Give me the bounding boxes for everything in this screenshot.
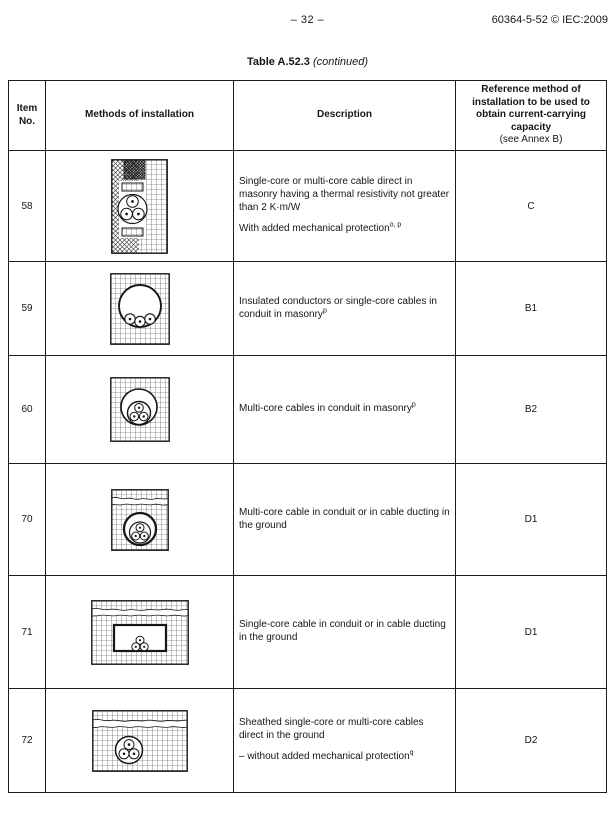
item-60-multicore-conduit-masonry-diagram <box>110 377 170 442</box>
col-header-item-no: Item No. <box>9 81 46 151</box>
description-text: Multi-core cables in conduit in masonry$^p$ <box>239 401 416 415</box>
reference-method-71: D1 <box>456 576 606 689</box>
reference-method-59: B1 <box>456 262 606 356</box>
col-header-description: Description <box>234 81 456 151</box>
col-header-annex-note: (see Annex B) <box>499 134 563 146</box>
item-58-masonry-cable-diagram <box>111 159 168 254</box>
description-cell-58 <box>234 151 456 262</box>
description-text: Sheathed single-core or multi-core cables direct in the ground <box>239 716 424 741</box>
description-text: Single-core or multi-core cable direct in masonry having a thermal resistivity not greater than 2 K·m/W <box>239 175 450 213</box>
item-number-72: 72 <box>9 689 46 792</box>
reference-method-70: D1 <box>456 464 606 576</box>
page-header <box>0 14 615 28</box>
method-cell-59 <box>46 262 234 356</box>
col-header-reference-text: Reference method of installation to be used to obtain current-carrying capacity <box>472 84 590 133</box>
col-header-reference <box>456 81 606 151</box>
reference-method-58: C <box>456 151 606 262</box>
method-cell-72 <box>46 689 234 792</box>
method-cell-71 <box>46 576 234 689</box>
item-71-duct-in-ground-diagram <box>91 600 189 665</box>
method-cell-60 <box>46 356 234 464</box>
description-cell-70 <box>234 464 456 576</box>
col-header-methods: Methods of installation <box>46 81 234 151</box>
description-text: Single-core cable in conduit or in cable ducting in the ground <box>239 619 446 643</box>
description-cell-60 <box>234 356 456 464</box>
item-72-cable-direct-in-ground-diagram <box>92 710 188 772</box>
description-cell-71 <box>234 576 456 689</box>
installation-methods-table <box>8 80 607 793</box>
description-cell-59 <box>234 262 456 356</box>
description-text: Insulated conductors or single-core cables in conduit in masonry$^p$ <box>239 295 437 320</box>
table-continued-label: (continued) <box>313 56 369 68</box>
description-text: Multi-core cable in conduit or in cable ducting in the ground <box>239 506 450 531</box>
description-note: With added mechanical protection$^{o, p}$ <box>239 221 402 235</box>
method-cell-70 <box>46 464 234 576</box>
item-59-conduit-in-masonry-diagram <box>110 273 170 345</box>
item-number-71: 71 <box>9 576 46 689</box>
document-reference: 60364-5-52 © IEC:2009 <box>491 14 608 26</box>
reference-method-72: D2 <box>524 735 538 746</box>
page-number: – 32 – <box>290 14 325 26</box>
reference-method-60: B2 <box>456 356 606 464</box>
description-cell-72 <box>234 689 456 792</box>
item-number-60: 60 <box>9 356 46 464</box>
item-number-70: 70 <box>9 464 46 576</box>
description-note: – without added mechanical protection$^q$ <box>239 750 414 763</box>
method-cell-58 <box>46 151 234 262</box>
table-title <box>0 56 615 68</box>
item-70-conduit-in-ground-diagram <box>111 489 169 551</box>
table-label: Table A.52.3 <box>246 56 310 68</box>
item-number-58: 58 <box>9 151 46 262</box>
item-number-59: 59 <box>9 262 46 356</box>
